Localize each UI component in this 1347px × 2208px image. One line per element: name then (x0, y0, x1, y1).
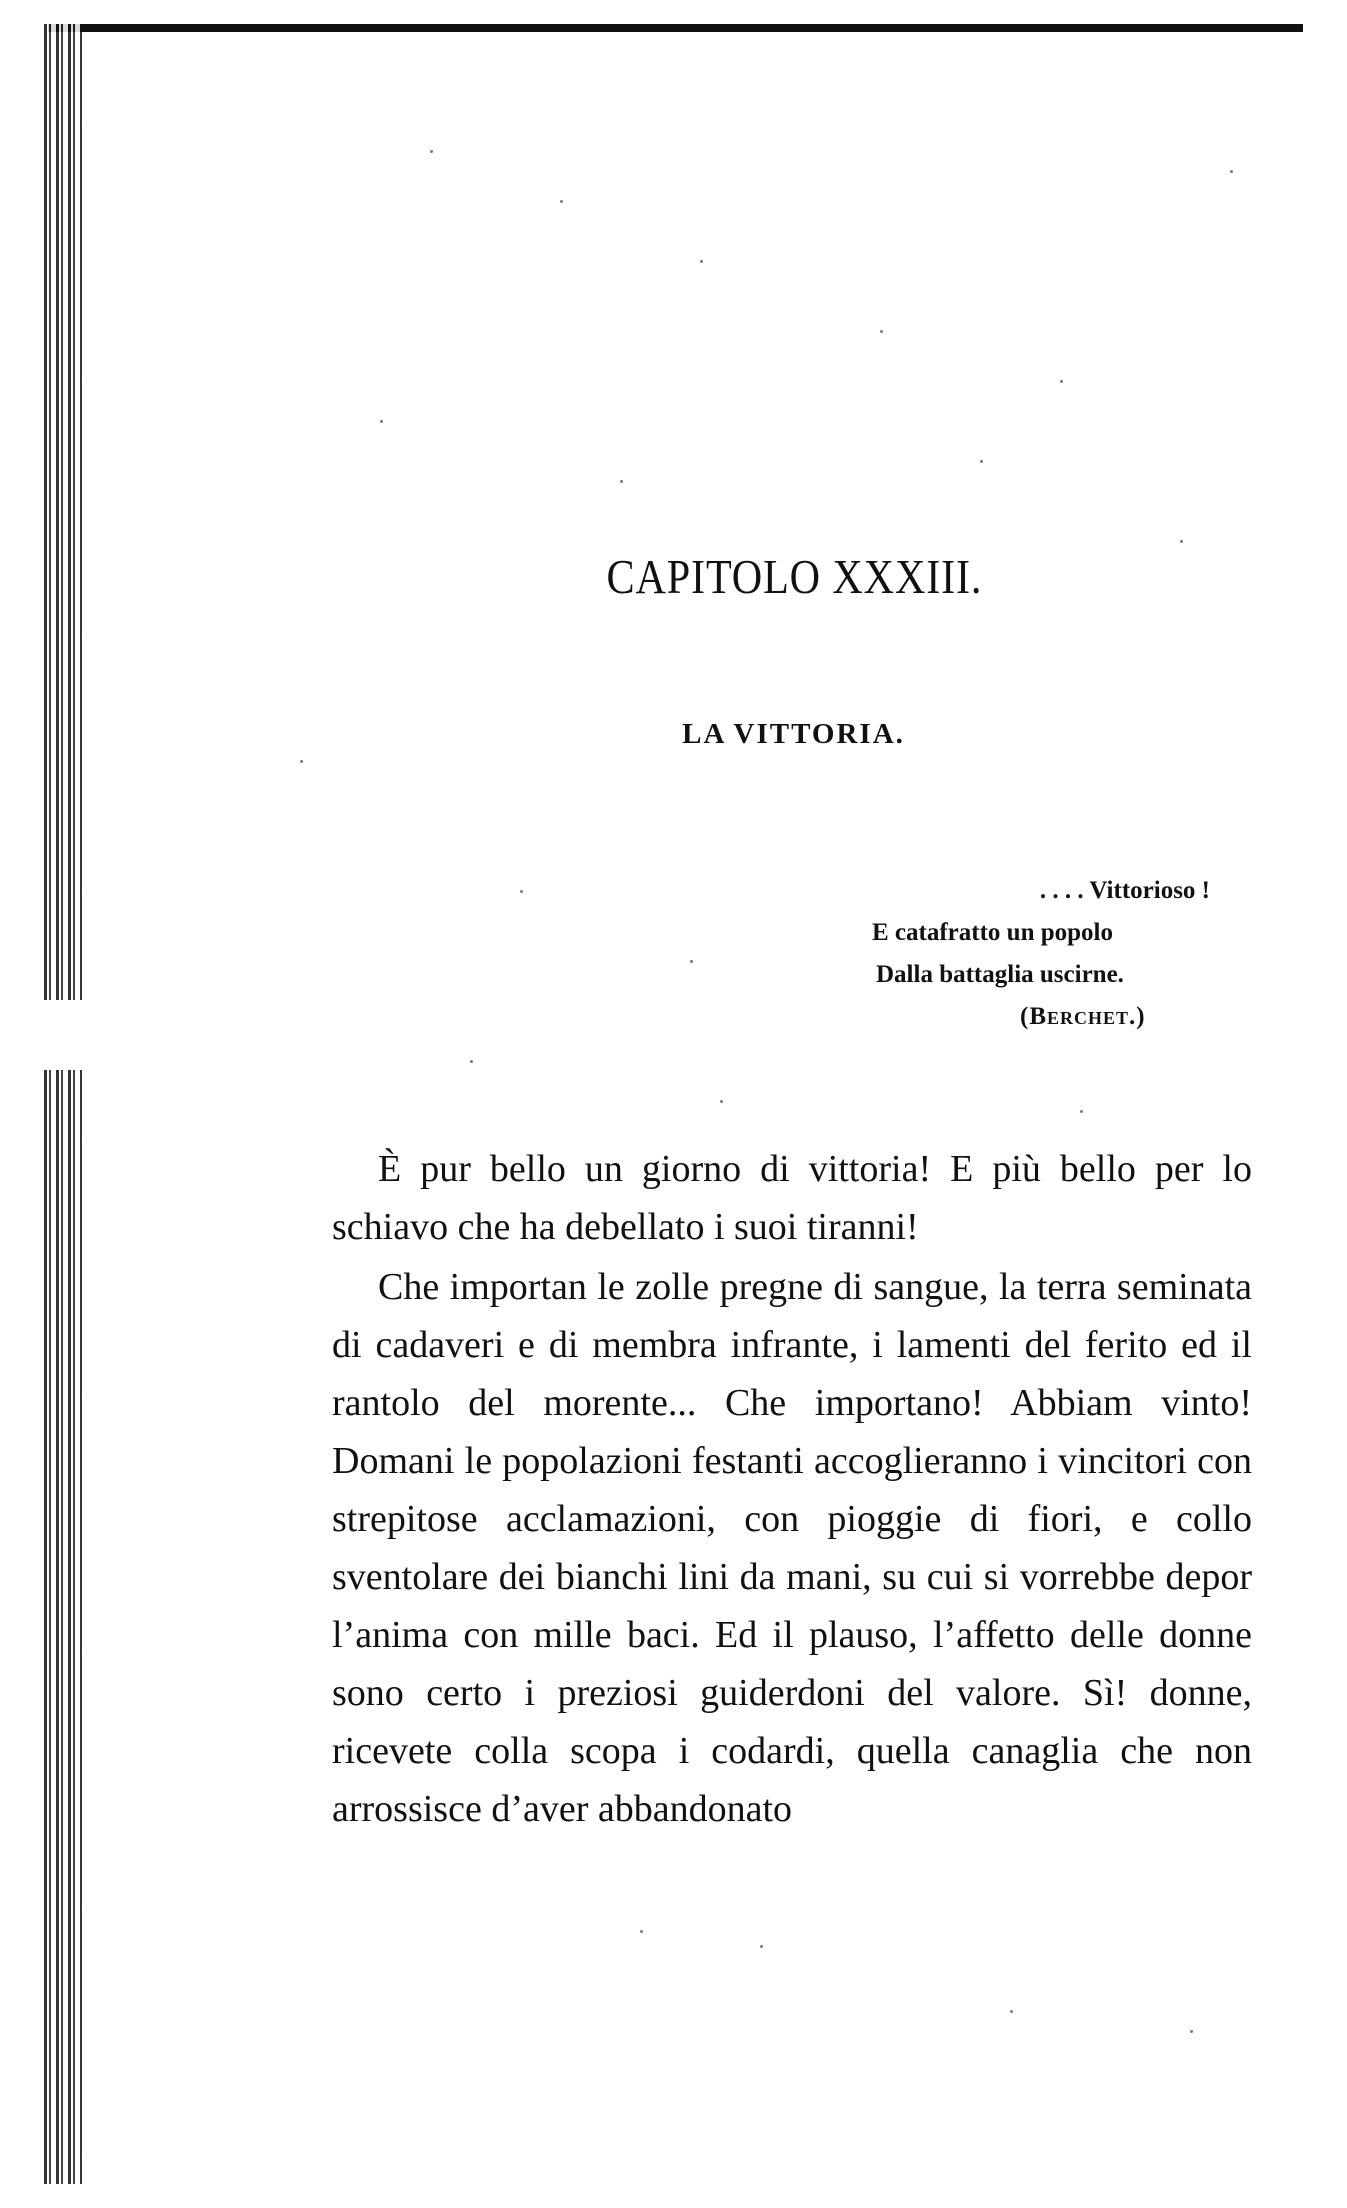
chapter-subtitle-text: LA VITTORIA. (682, 718, 905, 750)
print-speckle (560, 200, 563, 203)
print-speckle (1010, 2010, 1013, 2013)
chapter-body (332, 1140, 1252, 1838)
print-speckle (430, 150, 433, 153)
print-speckle (1080, 1110, 1083, 1113)
print-speckle (1230, 170, 1233, 173)
chapter-subtitle (0, 718, 1347, 751)
print-speckle (620, 480, 623, 483)
print-speckle (1060, 380, 1063, 383)
scanned-binding-edge (44, 24, 82, 2184)
body-paragraph: È pur bello un giorno di vittoria! E più bello per lo schiavo che ha debellato i suoi tiranni! (332, 1148, 1252, 1248)
chapter-title-text: CAPITOLO XXXIII. (606, 549, 983, 604)
print-speckle (470, 1060, 473, 1063)
print-speckle (980, 460, 983, 463)
epigraph-attribution: (Berchet.) (1020, 1003, 1146, 1030)
print-speckle (1180, 540, 1183, 543)
print-speckle (1190, 2030, 1193, 2033)
print-speckle (690, 960, 693, 963)
body-paragraph: Che importan le zolle pregne di sangue, la terra seminata di cadaveri e di membra infrante, i lamenti del ferito ed il rantolo del morente... Che importano! Abbiam vinto! Domani le popolazioni festanti accoglieranno i vincitori con strepitose acclamazioni, con pioggie di fiori, e collo sventolare dei bianchi lini da mani, su cui si vorrebbe depor l’anima con mille baci. Ed il plauso, l’affetto delle donne sono certo i preziosi guiderdoni del valore. Sì! donne, ricevete colla scopa i codardi, quella canaglia che non arrossisce d’aver abbandonato (332, 1266, 1252, 1830)
print-speckle (300, 760, 303, 763)
print-speckle (700, 260, 703, 263)
epigraph (860, 870, 1300, 1038)
print-speckle (880, 330, 883, 333)
print-speckle (380, 420, 383, 423)
print-speckle (640, 1930, 643, 1933)
print-speckle (760, 1945, 763, 1948)
chapter-title (112, 548, 1270, 605)
epigraph-line: Dalla battaglia uscirne. (876, 961, 1124, 988)
epigraph-line: . . . . Vittorioso ! (1039, 877, 1210, 904)
print-speckle (520, 890, 523, 893)
top-border-rule (48, 24, 1303, 32)
binding-edge-gap (40, 1000, 90, 1070)
epigraph-line: E catafratto un popolo (872, 919, 1113, 946)
print-speckle (720, 1100, 723, 1103)
